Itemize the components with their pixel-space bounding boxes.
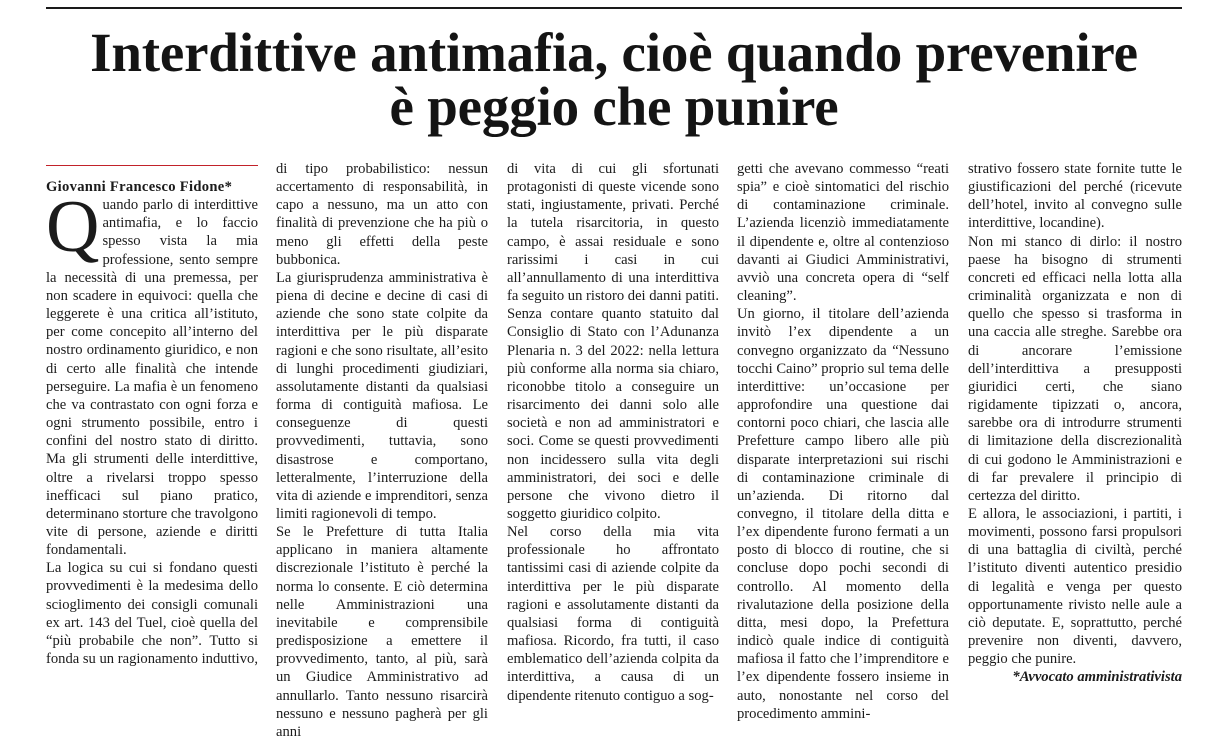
author-signature: *Avvocato amministrativista (1012, 669, 1182, 686)
headline-line-2: è peggio che punire (389, 76, 839, 137)
column-4 (737, 160, 949, 723)
paragraph: Se le Prefetture di tutta Italia applicano in maniera altamente discrezionale l’istituto è perché la norma lo consente. E ciò determina nelle Amministrazioni una inevitabile e comprensibile predisposizione a emettere il provvedimento, tanto, al più, sarà un Giudice Amministrativo ad annullarlo. Tanto nessuno risarcirà nessuno e nessuno pagherà per gli anni (276, 524, 488, 740)
top-rule (46, 7, 1182, 9)
paragraph: di tipo probabilistico: nessun accertamento di responsabilità, in capo a nessuno, ma un atto con finalità di prevenzione che ha più o meno gli effetti della peste bubbonica. (276, 161, 488, 268)
paragraph: Nel corso della mia vita professionale ho affrontato tantissimi casi di aziende colpite da interdittiva per le più disparate ragioni e assolutamente distanti da qualsiasi forma di contiguità mafiosa. Ricordo, fra tutti, il caso emblematico dell’azienda colpita da interdittiva, a causa di un dipendente ritenuto contiguo a sog- (507, 524, 719, 704)
paragraph: strativo fossero state fornite tutte le giustificazioni del perché (ricevute dell’hotel, invito al convegno sulle interdittive, locandine). (968, 161, 1182, 232)
paragraph: La logica su cui si fondano questi provvedimenti è la medesima dello scioglimento dei consigli comunali ex art. 143 del Tuel, cioè quella del “più probabile che non”. Tutto si fonda su un ragionamento induttivo, (46, 560, 258, 668)
author-name: Giovanni Francesco Fidone* (46, 179, 233, 195)
headline (46, 22, 1182, 137)
paragraph: Non mi stanco di dirlo: il nostro paese ha bisogno di strumenti concreti ed efficaci nella lotta alla criminalità organizzata e non di quello che spesso si trasforma in una caccia alle streghe. Sarebbe ora di ancorare l’emissione dell’interdittiva a presupposti giuridici certi, che siano rigidamente tipizzati o, ancora, sarebbe ora di introdurre strumenti di limitazione della discrezionalità di cui godono le Amministrazioni e di far prevalere il principio di certezza del diritto. (968, 233, 1182, 504)
column-2 (276, 160, 488, 741)
paragraph: getti che avevano commesso “reati spia” e cioè sintomatici del rischio di contaminazione criminale. L’azienda licenziò immediatamente il dipendente e, oltre al contenzioso davanti ai Giudici Amministrativi, avviò una concreta opera di “self cleaning”. (737, 161, 949, 305)
paragraph: Senza contare quanto statuito dal Consiglio di Stato con l’Adunanza Plenaria n. 3 del 2022: nella lettura più conforme alla norma sia chiaro, riconobbe titolo a conseguire un risarcimento dei danni solo alle società e non ad amministratori e soci. Come se questi provvedimenti non incidessero sulla vita degli amministratori, dei soci e delle persone che vivono dietro il soggetto giuridico colpito. (507, 306, 719, 522)
column-3 (507, 160, 719, 705)
paragraph: Un giorno, il titolare dell’azienda invitò l’ex dipendente a un convegno organizzato da “Nessuno tocchi Caino” proprio sul tema delle interdittive: un’occasione per approfondire una questione dai contorni poco chiari, che lascia alle Prefetture campo libero alle più disparate interpretazioni sui rischi di contaminazione criminale di un’azienda. Di ritorno dal convegno, il titolare della ditta e l’ex dipendente furono fermati a un posto di blocco di routine, che si concluse dopo pochi secondi di controllo. Al momento della rivalutazione della posizione della ditta, mesi dopo, la Prefettura indicò quale indice di contiguità mafiosa il fatto che l’imprenditore e l’ex dipendente fossero insieme in auto, nonostante nel corso del procedimento ammini- (737, 306, 949, 722)
paragraph: di vita di cui gli sfortunati protagonisti di queste vicende sono stati, ingiustamente, privati. Perché la tutela risarcitoria, in questo campo, è assai residuale e sono rarissimi i casi in cui all’annullamento di una interdittiva fa seguito un ristoro dei danni patiti. (507, 161, 719, 305)
column-5 (968, 160, 1182, 687)
headline-line-1: Interdittive antimafia, cioè quando prevenire (90, 22, 1138, 83)
paragraph-text: uando parlo di interdittive antimafia, e lo faccio spesso vista la mia professione, sento sempre la necessità di una premessa, per non scadere in equivoci: quella che leggerete è una critica all’istituto, per come concepito all’interno del nostro ordinamento giuridico, e non di certo alle finalità che intende perseguire. La mafia è un fenomeno che va contrastato con ogni forza e ogni strumento possibile, entro i confini del nostro stato di diritto. Ma gli strumenti delle interdittive, oltre a rivelarsi troppo spesso inefficaci sul piano pratico, determinano storture che travolgono vite di persone, aziende e diritti fondamentali. (46, 197, 258, 559)
paragraph: E allora, le associazioni, i partiti, i movimenti, possono farsi propulsori di una battaglia di civiltà, perché l’istituto diventi autentico presidio di legalità e venga per questo opportunamente rivisto nelle aule a ciò deputate. E, soprattutto, perché prevenire non diventi, davvero, peggio che punire. (968, 505, 1182, 668)
paragraph: La giurisprudenza amministrativa è piena di decine e decine di casi di aziende che sono state colpite da interdittiva per le più disparate ragioni e che sono risultate, all’esito di lunghi procedimenti giudiziari, assolutamente distanti da qualsiasi forma di contiguità mafiosa. Le conseguenze di questi provvedimenti, tuttavia, sono disastrose e comportano, letteralmente, l’interruzione della vita di aziende e imprenditori, senza limiti ragionevoli di tempo. (276, 269, 488, 522)
author-rule (46, 165, 258, 166)
column-1 (46, 160, 258, 668)
drop-cap: Q (46, 186, 100, 269)
